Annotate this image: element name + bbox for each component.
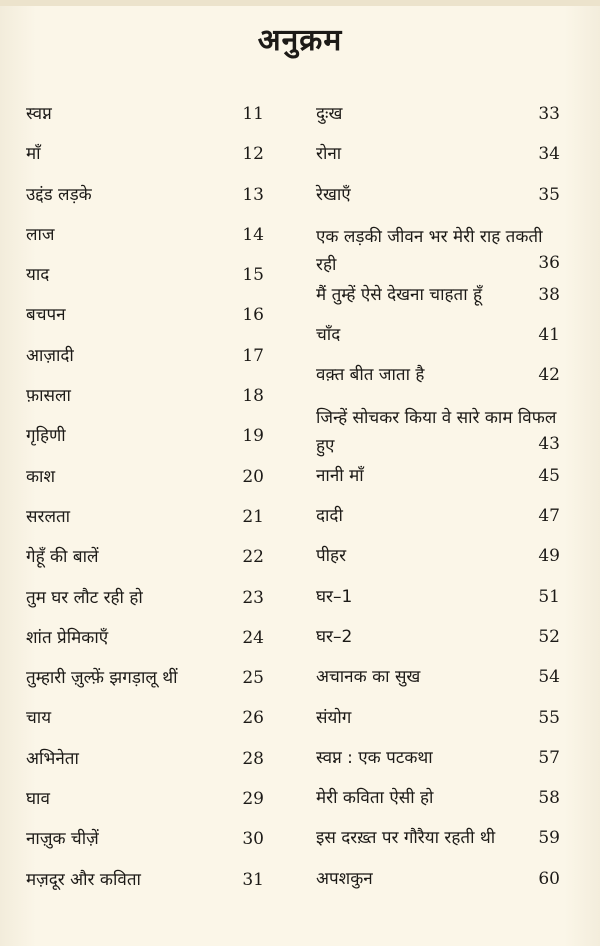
toc-right-column	[316, 102, 560, 907]
toc-entry-title: वक़्त बीत जाता है	[316, 365, 425, 386]
toc-entry-title: नानी माँ	[316, 465, 364, 486]
toc-entry	[316, 404, 560, 464]
toc-entry-title: शांत प्रेमिकाएँ	[26, 627, 109, 648]
toc-entry-page-number: 17	[242, 345, 264, 366]
toc-entry-page-number: 42	[538, 365, 560, 386]
toc-entry	[26, 787, 264, 827]
toc-entry-page-number: 30	[242, 829, 264, 850]
toc-entry-page-number: 34	[538, 144, 560, 165]
toc-entry	[26, 666, 264, 706]
toc-entry	[316, 746, 560, 786]
toc-entry-title: मज़दूर और कविता	[26, 869, 141, 890]
toc-entry	[26, 384, 264, 424]
toc-entry	[26, 303, 264, 343]
toc-entry	[26, 263, 264, 303]
toc-entry	[316, 504, 560, 544]
toc-entry-title: घर–2	[316, 626, 353, 647]
toc-entry-page-number: 47	[538, 506, 560, 527]
toc-entry	[26, 626, 264, 666]
toc-entry-page-number: 59	[538, 828, 560, 849]
toc-entry	[26, 424, 264, 464]
toc-left-column	[26, 102, 264, 908]
toc-entry-title: स्वप्न	[26, 104, 52, 124]
toc-entry	[316, 102, 560, 142]
toc-entry-page-number: 22	[242, 547, 264, 568]
toc-entry	[316, 183, 560, 223]
toc-entry	[26, 505, 264, 545]
toc-entry	[26, 827, 264, 867]
toc-entry-title: अभिनेता	[26, 748, 79, 769]
toc-entry-title: माँ	[26, 144, 41, 165]
toc-entry-page-number: 58	[538, 788, 560, 809]
toc-entry-title: काश	[26, 466, 56, 487]
toc-entry-page-number: 20	[242, 466, 264, 487]
toc-entry-page-number: 15	[242, 265, 264, 286]
toc-entry-page-number: 45	[538, 465, 560, 486]
page-title: अनुक्रम	[257, 23, 343, 58]
toc-entry-page-number: 36	[538, 252, 560, 273]
toc-entry-title: अचानक का सुख	[316, 667, 421, 688]
toc-entry-title: अपशकुन	[316, 868, 373, 889]
toc-entry-title: चाँद	[316, 325, 341, 346]
toc-entry	[316, 363, 560, 403]
toc-entry-title: लाज	[26, 224, 55, 245]
toc-entry-title: दादी	[316, 506, 343, 527]
toc-entry-page-number: 51	[538, 586, 560, 607]
toc-entry	[26, 545, 264, 585]
toc-entry-title: घर–1	[316, 586, 353, 607]
toc-entry	[26, 586, 264, 626]
toc-entry-page-number: 26	[242, 708, 264, 729]
toc-entry-title: इस दरख़्त पर गौरैया रहती थी	[316, 828, 496, 849]
toc-entry-page-number: 25	[242, 668, 264, 689]
toc-entry	[316, 283, 560, 323]
toc-entry-page-number: 11	[242, 104, 264, 124]
toc-entry-page-number: 24	[242, 627, 264, 648]
toc-entry	[26, 344, 264, 384]
toc-entry-page-number: 49	[538, 546, 560, 567]
toc-entry	[316, 665, 560, 705]
toc-entry-page-number: 16	[242, 305, 264, 326]
toc-entry-page-number: 28	[242, 748, 264, 769]
toc-entry-page-number: 52	[538, 626, 560, 647]
toc-entry	[316, 544, 560, 584]
toc-entry-title: आज़ादी	[26, 345, 74, 366]
toc-entry-title: संयोग	[316, 707, 352, 728]
toc-entry-title: चाय	[26, 708, 52, 729]
toc-entry	[316, 142, 560, 182]
toc-entry-title: फ़ासला	[26, 386, 71, 407]
toc-entry-title: घाव	[26, 789, 50, 810]
toc-entry-title: गृहिणी	[26, 426, 66, 447]
toc-entry-title: सरलता	[26, 506, 71, 527]
toc-entry-page-number: 29	[242, 789, 264, 810]
toc-entry	[316, 867, 560, 907]
page-top-edge	[0, 0, 600, 6]
toc-entry-title: बचपन	[26, 305, 66, 326]
toc-entry	[26, 183, 264, 223]
toc-entry-page-number: 54	[538, 667, 560, 688]
toc-entry	[316, 706, 560, 746]
toc-entry-title: पीहर	[316, 546, 347, 567]
toc-entry	[26, 142, 264, 182]
toc-entry-page-number: 23	[242, 587, 264, 608]
toc-entry-page-number: 33	[538, 104, 560, 124]
toc-entry-page-number: 35	[538, 184, 560, 205]
toc-entry	[26, 747, 264, 787]
toc-entry-title: जिन्हें सोचकर किया वे सारे काम विफल हुए	[316, 407, 557, 456]
toc-entry	[26, 706, 264, 746]
toc-entry-title: रेखाएँ	[316, 184, 351, 205]
toc-entry-title: एक लड़की जीवन भर मेरी राह तकती रही	[316, 226, 543, 275]
toc-entry	[26, 223, 264, 263]
toc-entry	[26, 102, 264, 142]
toc-entry-page-number: 31	[242, 869, 264, 890]
toc-entry-title: दुःख	[316, 104, 343, 124]
toc-entry	[316, 464, 560, 504]
toc-entry	[26, 868, 264, 908]
toc-entry	[316, 826, 560, 866]
toc-entry-page-number: 14	[242, 224, 264, 245]
toc-entry	[26, 465, 264, 505]
toc-entry	[316, 323, 560, 363]
toc-entry-page-number: 41	[538, 325, 560, 346]
toc-entry	[316, 625, 560, 665]
toc-entry-title: उद्दंड लड़के	[26, 184, 92, 205]
toc-entry-title: गेहूँ की बालें	[26, 547, 99, 568]
toc-entry-title: मेरी कविता ऐसी हो	[316, 788, 434, 809]
toc-entry-page-number: 55	[538, 707, 560, 728]
toc-entry-title: मैं तुम्हें ऐसे देखना चाहता हूँ	[316, 284, 483, 305]
toc-entry-title: तुम घर लौट रही हो	[26, 587, 143, 608]
toc-entry-title: नाज़ुक चीज़ें	[26, 829, 99, 850]
toc-entry-title: स्वप्न : एक पटकथा	[316, 747, 433, 768]
toc-entry-title: याद	[26, 265, 50, 286]
toc-entry-page-number: 60	[538, 868, 560, 889]
toc-entry-page-number: 12	[242, 144, 264, 165]
toc-entry-page-number: 21	[242, 506, 264, 527]
toc-entry-page-number: 43	[538, 433, 560, 454]
toc-entry-page-number: 18	[242, 386, 264, 407]
toc-entry-page-number: 57	[538, 747, 560, 768]
toc-entry	[316, 585, 560, 625]
toc-entry-page-number: 13	[242, 184, 264, 205]
toc-entry-page-number: 38	[538, 284, 560, 305]
toc-entry-page-number: 19	[242, 426, 264, 447]
toc-entry-title: तुम्हारी ज़ुल्फ़ें झगड़ालू थीं	[26, 668, 178, 689]
toc-entry	[316, 786, 560, 826]
toc-entry-title: रोना	[316, 144, 342, 165]
toc-entry	[316, 223, 560, 283]
